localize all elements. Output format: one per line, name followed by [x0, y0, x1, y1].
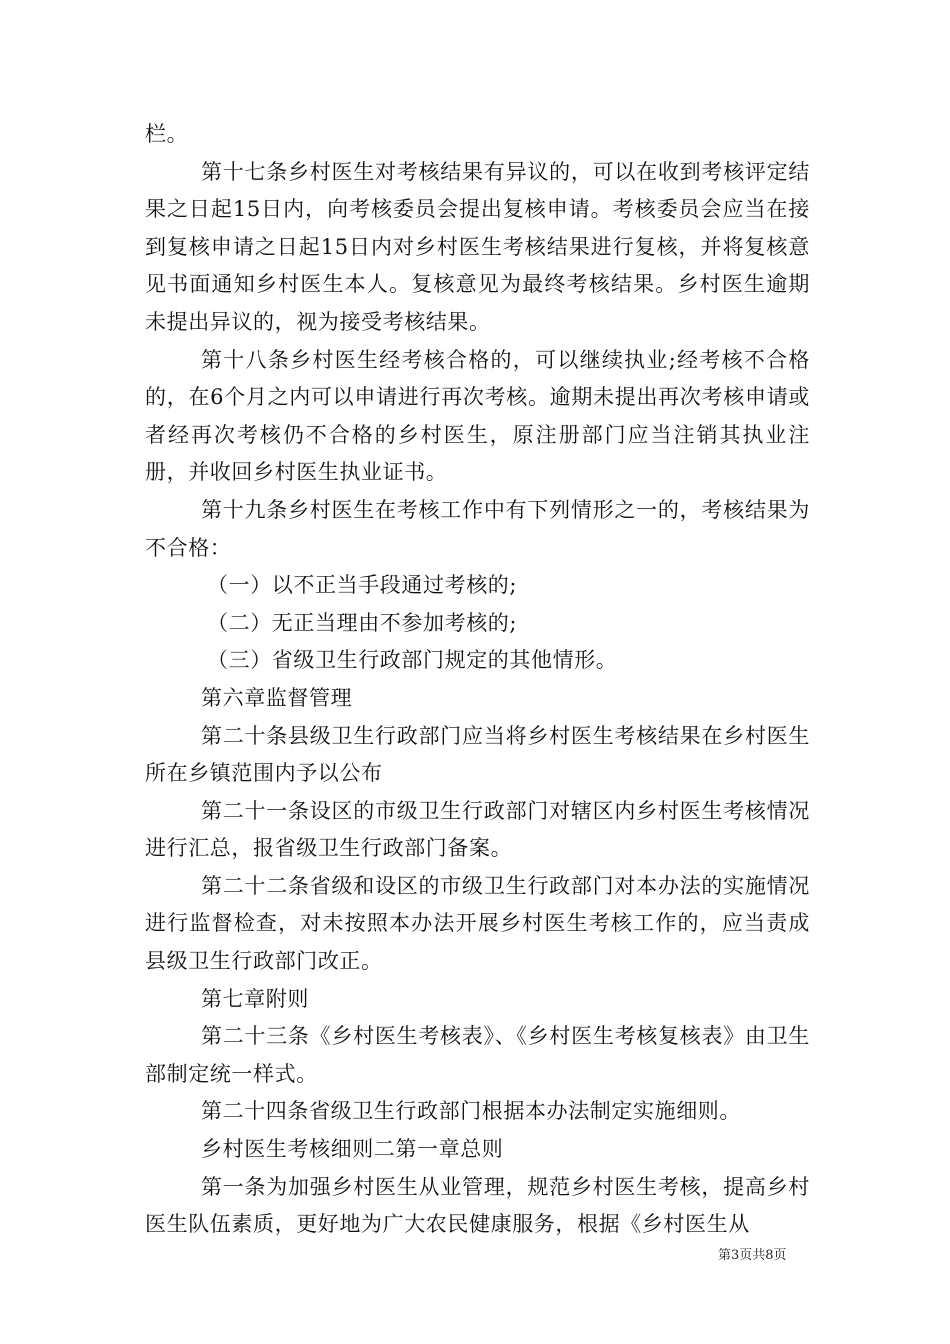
- chapter-heading-7: 第七章附则: [201, 986, 309, 1011]
- document-body: [145, 116, 810, 1244]
- paragraph-continuation: 栏。: [145, 122, 189, 146]
- page-number-footer: 第3页共8页: [718, 1248, 787, 1263]
- paragraph-article-18: 第十八条乡村医生经考核合格的，可以继续执业;经考核不合格的，在6个月之内可以申请进行再次考核。逾期未提出再次考核申请或者经再次考核仍不合格的乡村医生，原注册部门应当注销其执业注册，并收回乡村医生执业证书。: [145, 347, 810, 485]
- paragraph-article-19: 第十九条乡村医生在考核工作中有下列情形之一的，考核结果为不合格：: [145, 497, 810, 560]
- list-item-3: （三）省级卫生行政部门规定的其他情形。: [207, 648, 618, 673]
- chapter-heading-6: 第六章监督管理: [201, 685, 353, 710]
- paragraph-article-24: 第二十四条省级卫生行政部门根据本办法制定实施细则。: [201, 1099, 741, 1124]
- paragraph-article-21: 第二十一条设区的市级卫生行政部门对辖区内乡村医生考核情况进行汇总，报省级卫生行政部门备案。: [145, 798, 810, 861]
- paragraph-article-17: 第十七条乡村医生对考核结果有异议的，可以在收到考核评定结果之日起15日内，向考核委员会提出复核申请。考核委员会应当在接到复核申请之日起15日内对乡村医生考核结果进行复核，并将复核意见书面通知乡村医生本人。复核意见为最终考核结果。乡村医生逾期未提出异议的，视为接受考核结果。: [145, 159, 810, 334]
- section-heading-rules-2: 乡村医生考核细则二第一章总则: [201, 1137, 504, 1162]
- list-item-1: （一）以不正当手段通过考核的;: [207, 573, 518, 598]
- paragraph-article-23: 第二十三条《乡村医生考核表》、《乡村医生考核复核表》由卫生部制定统一样式。: [145, 1024, 810, 1086]
- paragraph-article-20: 第二十条县级卫生行政部门应当将乡村医生考核结果在乡村医生所在乡镇范围内予以公布: [145, 723, 810, 786]
- paragraph-article-22: 第二十二条省级和设区的市级卫生行政部门对本办法的实施情况进行监督检查，对未按照本办法开展乡村医生考核工作的，应当责成县级卫生行政部门改正。: [145, 873, 810, 974]
- paragraph-article-1: 第一条为加强乡村医生从业管理，规范乡村医生考核，提高乡村医生队伍素质，更好地为广大农民健康服务，根据《乡村医生从: [145, 1174, 810, 1237]
- list-item-2: （二）无正当理由不参加考核的;: [207, 610, 518, 635]
